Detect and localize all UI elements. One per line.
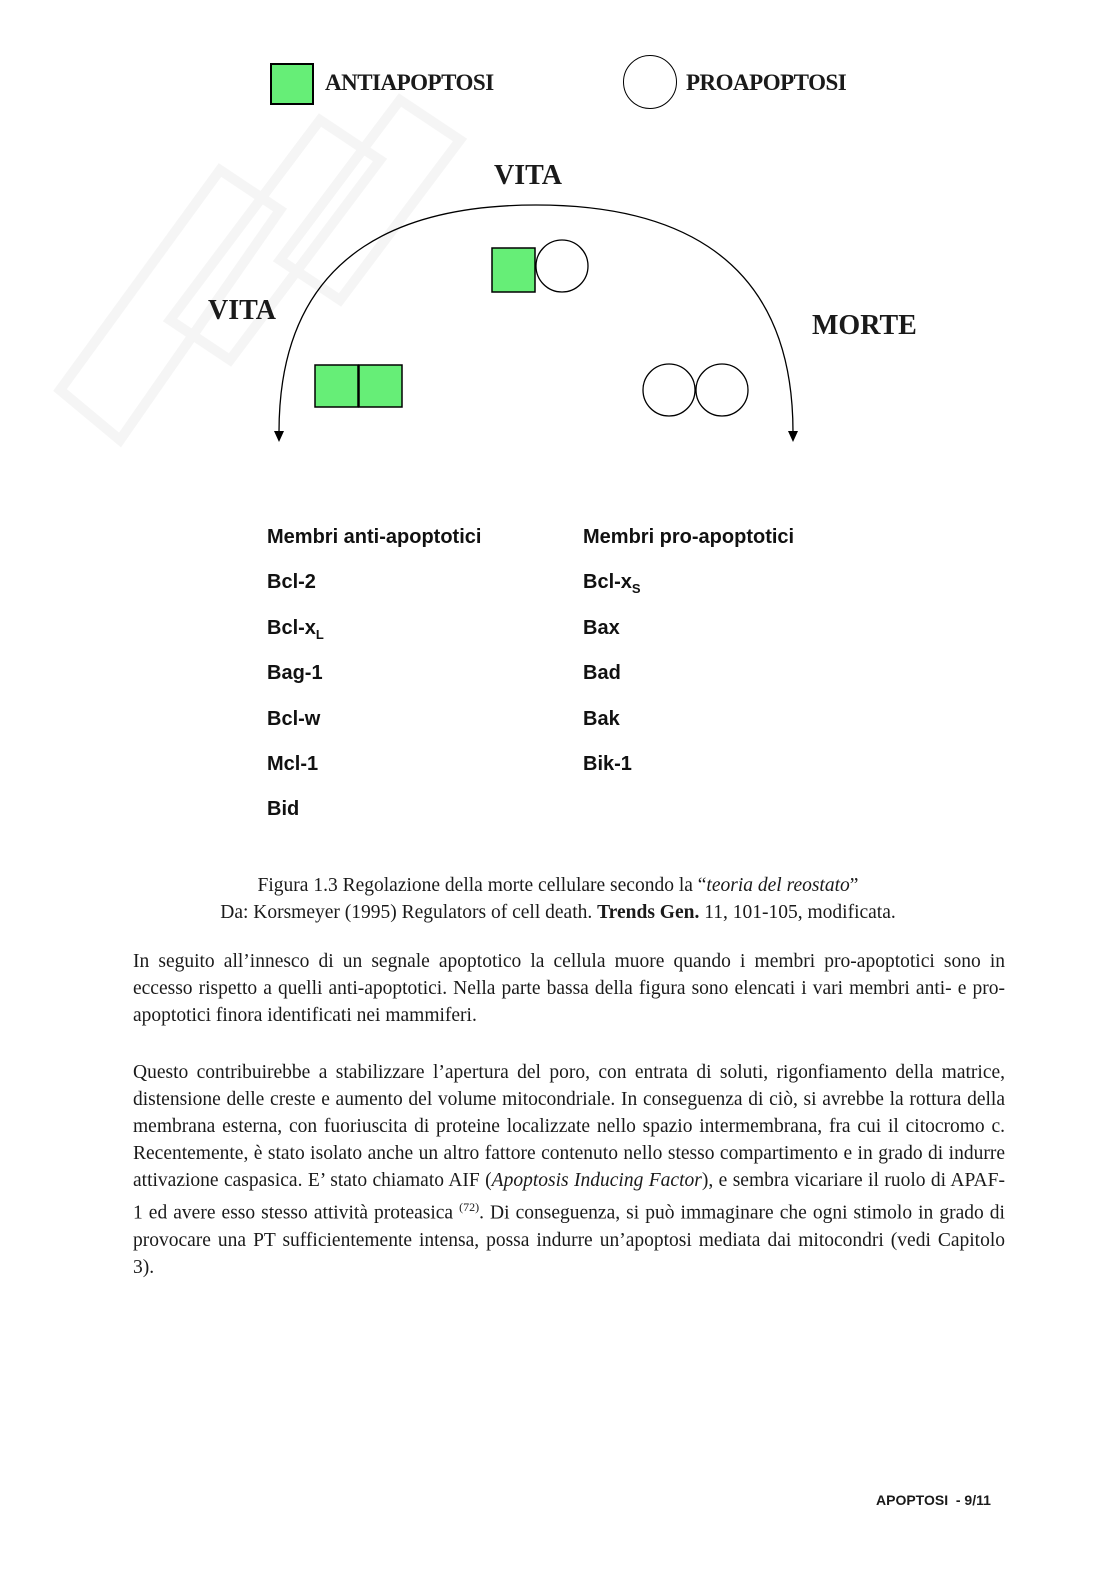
- diagram-right-label: MORTE: [812, 310, 917, 341]
- anti-member-1: Bcl-$x_L$: [267, 617, 324, 642]
- left-anti-square-1: [315, 365, 358, 407]
- rheostat-diagram: [0, 0, 1116, 470]
- left-anti-square-2: [359, 365, 402, 407]
- pro-member-1: Bax: [583, 617, 620, 639]
- anti-member-3: Bcl-w: [267, 708, 321, 730]
- diagram-top-label: VITA: [494, 160, 562, 191]
- caption-line-1: Figura 1.3 Regolazione della morte cellulare secondo la “teoria del reostato”: [257, 875, 859, 896]
- right-pro-circle-1: [643, 364, 695, 416]
- pro-header: Membri pro-apoptotici: [583, 526, 795, 548]
- anti-member-0: Bcl-2: [267, 571, 316, 593]
- figure-caption: [0, 872, 1116, 926]
- caption-line-2: Da: Korsmeyer (1995) Regulators of cell death. Trends Gen. 11, 101-105, modificata.: [220, 902, 896, 923]
- left-arrow-head: [274, 431, 284, 442]
- anti-member-5: Bid: [267, 798, 300, 820]
- top-anti-square: [492, 248, 535, 292]
- page-footer: APOPTOSI - 9/11: [876, 1492, 991, 1508]
- paragraph-1: In seguito all’innesco di un segnale apoptotico la cellula muore quando i membri pro-apoptotici sono in eccesso rispetto a quelli anti-apoptotici. Nella parte bassa della figura sono elencati i vari membri anti- e pro-apoptotici finora identificati nei mammiferi.: [133, 951, 1005, 1026]
- legend-pro-label: PROAPOPTOSI: [686, 70, 847, 95]
- right-pro-circle-2: [696, 364, 748, 416]
- paragraph-2: Questo contribuirebbe a stabilizzare l’apertura del poro, con entrata di soluti, rigonfiamento della matrice, distensione delle creste e aumento del volume mitocondriale. In conseguenza di ciò, si avrebbe la rottura della membrana esterna, con fuoriuscita di proteine localizzate nello spazio intermembrana, fra cui il citocromo c. Recentemente, è stato isolato anche un altro fattore contenuto nello stesso compartimento e in grado di indurre attivazione caspasica. E’ stato chiamato AIF (Apoptosis Inducing Factor), e sembra vicariare il ruolo di APAF-1 ed avere esso stesso attività proteasica $^{(72)}$. Di conseguenza, si può immaginare che ogni stimolo in grado di provocare una PT sufficientemente intensa, possa indurre un’apoptosi mediata dai mitocondri (vedi Capitolo 3).: [133, 1062, 1005, 1278]
- diagram-left-label: VITA: [208, 295, 276, 326]
- pro-member-0: Bcl-$x_S$: [583, 571, 641, 596]
- top-pro-circle: [536, 240, 588, 292]
- legend-anti-label: ANTIAPOPTOSI: [325, 70, 494, 95]
- right-arrow-head: [788, 431, 798, 442]
- anti-member-4: Mcl-1: [267, 753, 319, 775]
- pro-member-2: Bad: [583, 662, 621, 684]
- anti-header: Membri anti-apoptotici: [267, 526, 482, 548]
- pro-member-3: Bak: [583, 708, 620, 730]
- anti-member-2: Bag-1: [267, 662, 323, 684]
- pro-member-4: Bik-1: [583, 753, 632, 775]
